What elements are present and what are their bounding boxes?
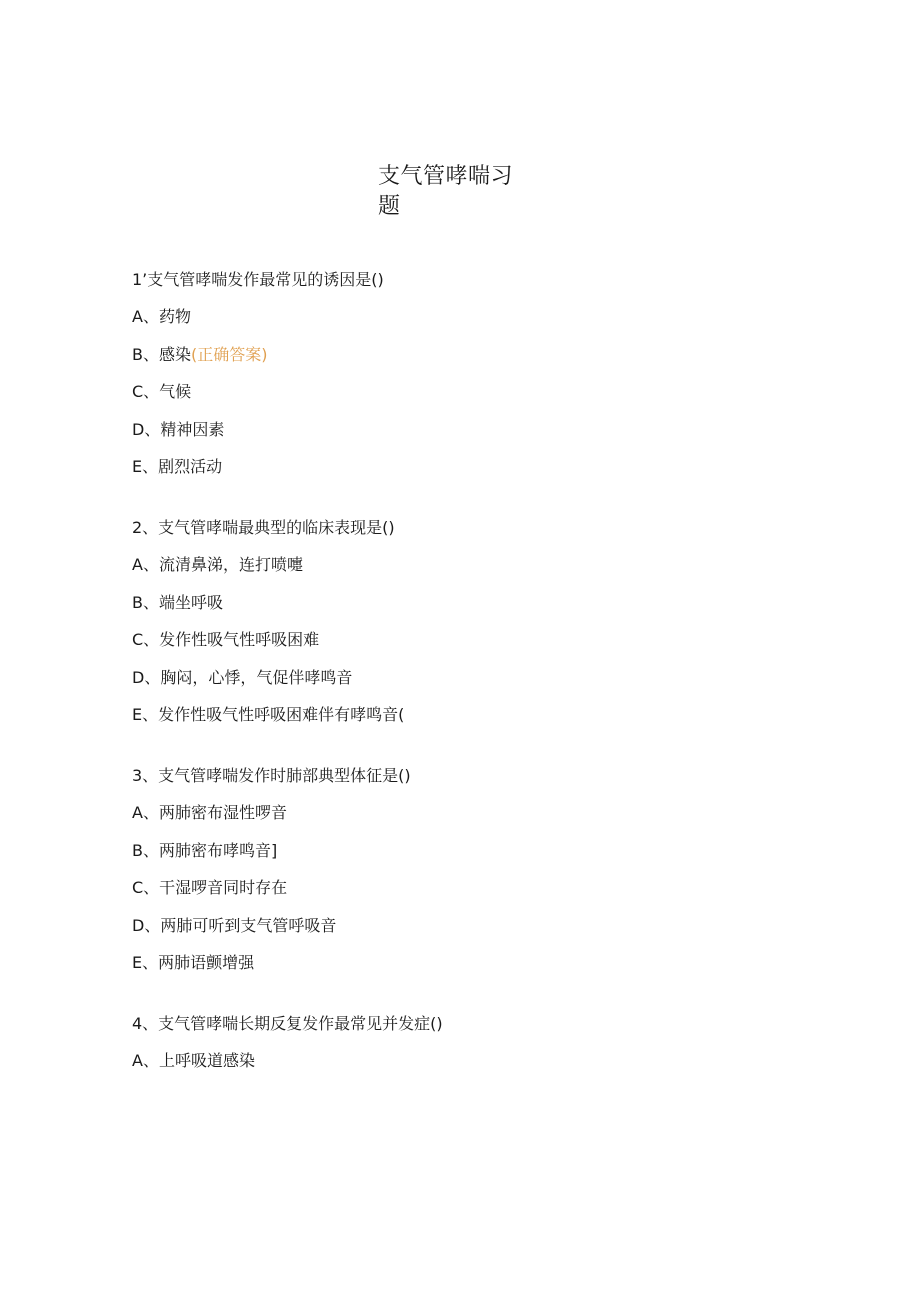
- option-text: C、气候: [132, 382, 192, 401]
- option-b: [132, 839, 832, 863]
- option-d: [132, 914, 832, 938]
- question-1: [132, 268, 832, 479]
- question-stem: 4、支气管哮喘长期反复发作最常见并发症(): [132, 1014, 443, 1033]
- option-text: C、干湿啰音同时存在: [132, 878, 288, 897]
- option-text: E、剧烈活动: [132, 457, 223, 476]
- option-text: B、两肺密布哮鸣音]: [132, 840, 278, 860]
- option-text: D、两肺可听到支气管呼吸音: [132, 915, 337, 935]
- option-text: A、药物: [132, 307, 191, 326]
- option-e: [132, 951, 832, 975]
- option-b: [132, 343, 832, 367]
- option-a: [132, 553, 832, 577]
- option-d: [132, 666, 832, 690]
- option-text: A、流清鼻涕，连打喷嚏: [132, 555, 303, 574]
- option-text: E、发作性吸气性呼吸困难伴有哮鸣音(: [132, 705, 405, 724]
- question-stem: 1’支气管哮喘发作最常见的诱因是(): [132, 270, 384, 289]
- option-c: [132, 876, 832, 900]
- option-text: B、端坐呼吸: [132, 592, 223, 612]
- question-list: [132, 268, 832, 1110]
- option-e: [132, 455, 832, 479]
- question-4: [132, 1012, 832, 1073]
- option-text: E、两肺语颤增强: [132, 953, 255, 972]
- option-e: [132, 703, 832, 727]
- question-2: [132, 516, 832, 727]
- option-b: [132, 591, 832, 615]
- option-text: A、上呼吸道感染: [132, 1051, 255, 1070]
- option-text: C、发作性吸气性呼吸困难: [132, 630, 320, 649]
- option-a: [132, 801, 832, 825]
- question-3: [132, 764, 832, 975]
- option-text: D、胸闷，心悸，气促伴哮鸣音: [132, 667, 353, 687]
- option-text: A、两肺密布湿性啰音: [132, 803, 287, 822]
- option-text: D、精神因素: [132, 419, 225, 439]
- question-stem: 2、支气管哮喘最典型的临床表现是(): [132, 518, 395, 537]
- question-stem: 3、支气管哮喘发作时肺部典型体征是(): [132, 766, 411, 785]
- option-d: [132, 418, 832, 442]
- option-a: [132, 305, 832, 329]
- option-c: [132, 380, 832, 404]
- correct-answer-mark: (正确答案): [190, 344, 268, 364]
- option-text: B、感染: [132, 344, 191, 364]
- option-a: [132, 1049, 832, 1073]
- option-c: [132, 628, 832, 652]
- page-title: 支气管哮喘习题: [378, 164, 514, 219]
